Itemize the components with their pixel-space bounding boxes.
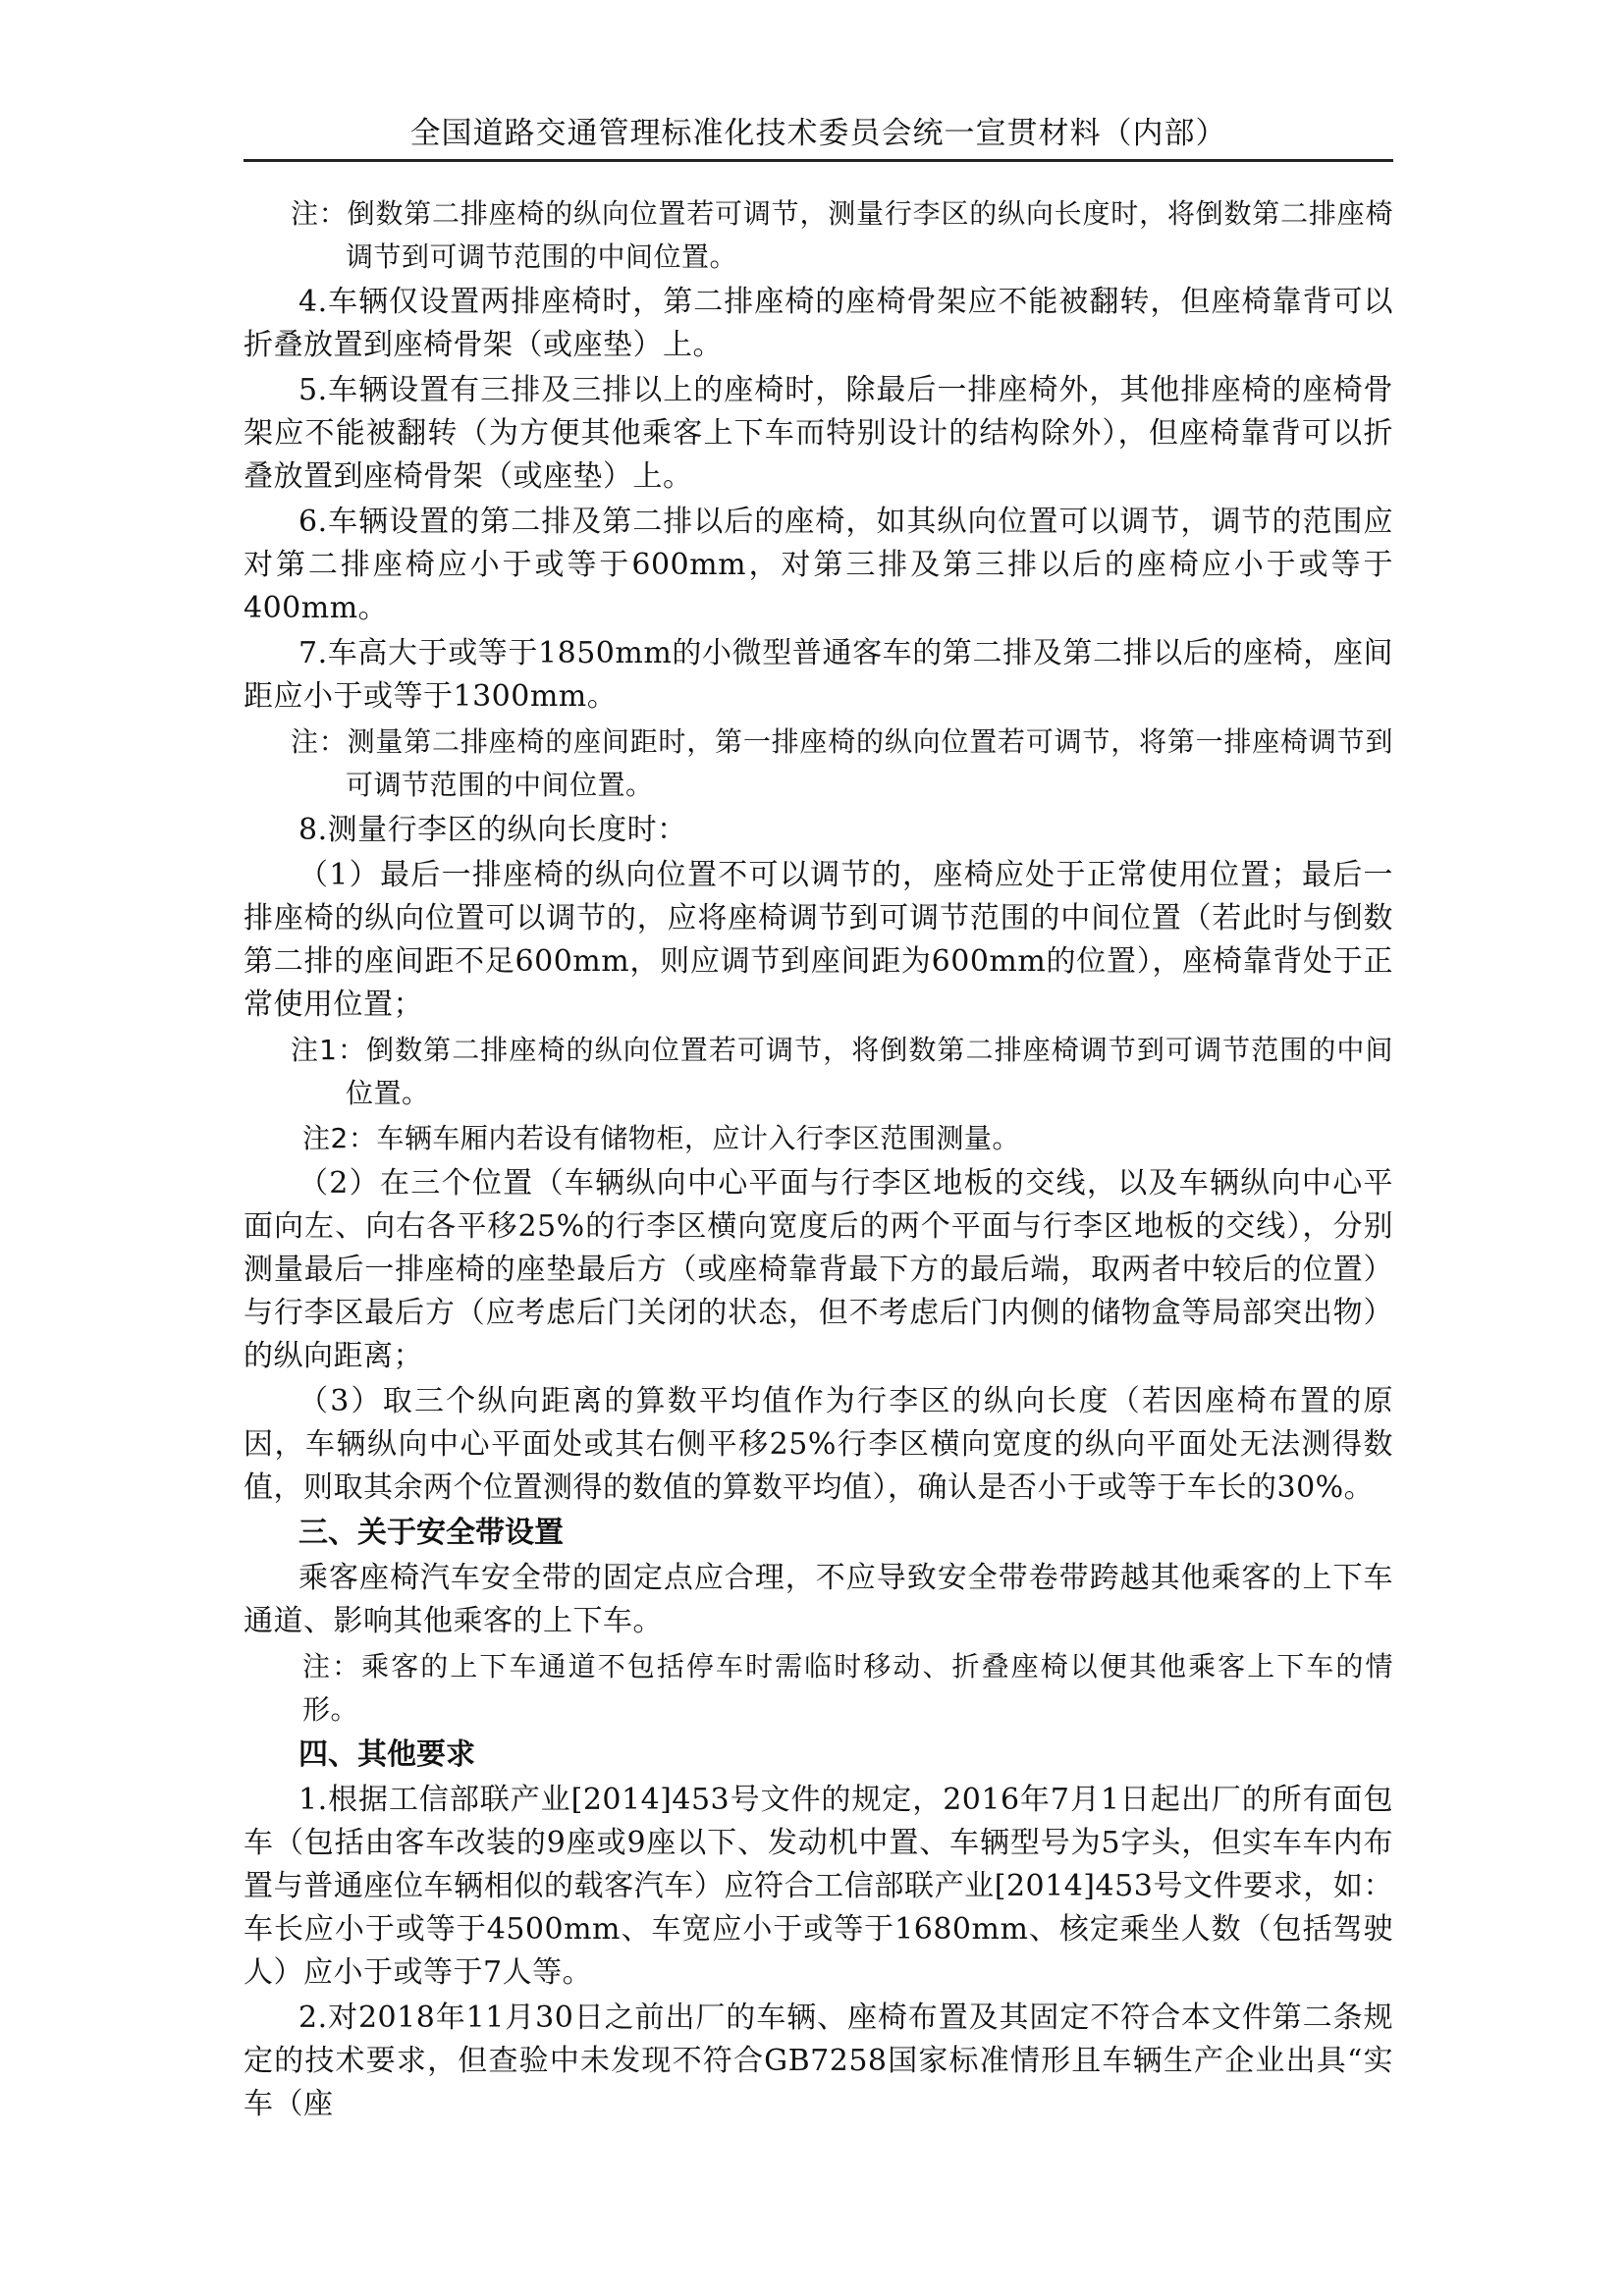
note-paragraph: 注：乘客的上下车通道不包括停车时需临时移动、折叠座椅以便其他乘客上下车的情形。 xyxy=(302,1650,1393,1726)
section-heading: 三、关于安全带设置 xyxy=(298,1516,564,1550)
section-heading: 四、其他要求 xyxy=(298,1737,475,1772)
body-paragraph: 6.车辆设置的第二排及第二排以后的座椅，如其纵向位置可以调节，调节的范围应对第二排座椅应小于或等于600mm，对第三排及第三排以后的座椅应小于或等于400mm。 xyxy=(244,505,1393,625)
body-paragraph: （1）最后一排座椅的纵向位置不可以调节的，座椅应处于正常使用位置；最后一排座椅的纵向位置可以调节的，应将座椅调节到可调节范围的中间位置（若此时与倒数第二排的座间距不足600mm，则应调节到座间距为600mm的位置），座椅靠背处于正常使用位置； xyxy=(244,858,1393,1022)
note-paragraph: 注2：车辆车厢内若设有储物柜，应计入行李区范围测量。 xyxy=(302,1122,1020,1154)
body-paragraph: 4.车辆仅设置两排座椅时，第二排座椅的座椅骨架应不能被翻转，但座椅靠背可以折叠放置到座椅骨架（或座垫）上。 xyxy=(244,285,1393,362)
body-paragraph: 1.根据工信部联产业[2014]453号文件的规定，2016年7月1日起出厂的所有面包车（包括由客车改装的9座或9座以下、发动机中置、车辆型号为5字头，但实车车内布置与普通座位车辆相似的载客汽车）应符合工信部联产业[2014]453号文件要求，如：车长应小于或等于4500mm、车宽应小于或等于1680mm、核定乘坐人数（包括驾驶人）应小于或等于7人等。 xyxy=(244,1783,1393,1990)
note-paragraph: 注1：倒数第二排座椅的纵向位置若可调节，将倒数第二排座椅调节到可调节范围的中间位置。 xyxy=(291,1034,1393,1109)
body-paragraph: 5.车辆设置有三排及三排以上的座椅时，除最后一排座椅外，其他排座椅的座椅骨架应不能被翻转（为方便其他乘客上下车而特别设计的结构除外），但座椅靠背可以折叠放置到座椅骨架（或座垫）上。 xyxy=(244,373,1393,494)
body-paragraph: 8.测量行李区的纵向长度时： xyxy=(298,813,687,847)
body-paragraph: 7.车高大于或等于1850mm的小微型普通客车的第二排及第二排以后的座椅，座间距应小于或等于1300mm。 xyxy=(244,636,1393,714)
body-paragraph: 2.对2018年11月30日之前出厂的车辆、座椅布置及其固定不符合本文件第二条规定的技术要求，但查验中未发现不符合GB7258国家标准情形且车辆生产企业出具“实车（座 xyxy=(244,2001,1393,2121)
document-body xyxy=(244,192,1393,2128)
body-paragraph: （2）在三个位置（车辆纵向中心平面与行李区地板的交线，以及车辆纵向中心平面向左、向右各平移25%的行李区横向宽度后的两个平面与行李区地板的交线），分别测量最后一排座椅的座垫最后方（或座椅靠背最下方的最后端，取两者中较后的位置）与行李区最后方（应考虑后门关闭的状态，但不考虑后门内侧的储物盒等局部突出物）的纵向距离； xyxy=(244,1166,1393,1373)
body-paragraph: （3）取三个纵向距离的算数平均值作为行李区的纵向长度（若因座椅布置的原因，车辆纵向中心平面处或其右侧平移25%行李区横向宽度的纵向平面处无法测得数值，则取其余两个位置测得的数值的算数平均值），确认是否小于或等于车长的30%。 xyxy=(244,1384,1393,1505)
body-paragraph: 乘客座椅汽车安全带的固定点应合理，不应导致安全带卷带跨越其他乘客的上下车通道、影响其他乘客的上下车。 xyxy=(244,1561,1393,1638)
note-paragraph: 注：测量第二排座椅的座间距时，第一排座椅的纵向位置若可调节，将第一排座椅调节到可调节范围的中间位置。 xyxy=(291,725,1393,801)
note-paragraph: 注：倒数第二排座椅的纵向位置若可调节，测量行李区的纵向长度时，将倒数第二排座椅调节到可调节范围的中间位置。 xyxy=(291,197,1393,273)
page-header: 全国道路交通管理标准化技术委员会统一宣贯材料（内部） xyxy=(244,114,1393,162)
